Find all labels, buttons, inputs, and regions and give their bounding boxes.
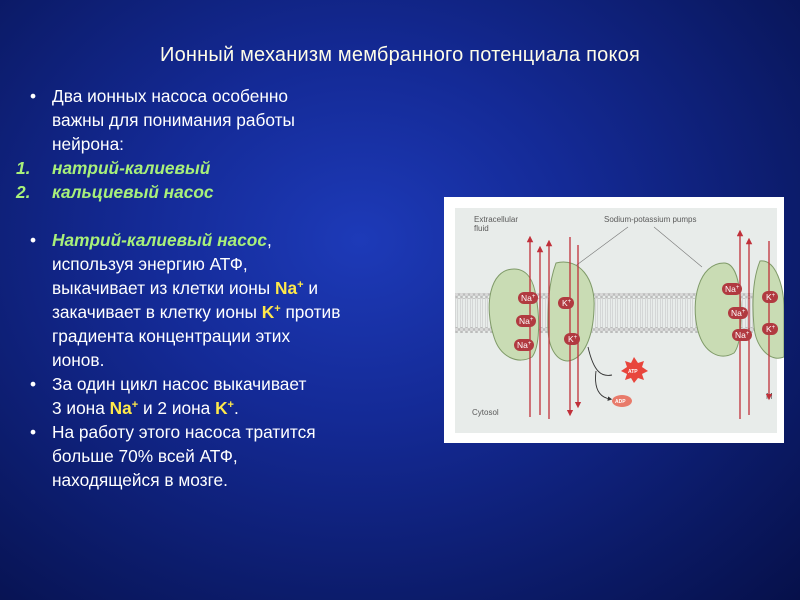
potassium-badge: K+: [766, 292, 776, 302]
sodium-ion-label: Na+: [109, 398, 139, 418]
cycle-bullet: [28, 372, 438, 420]
sodium-badge: Na+: [731, 308, 746, 318]
sodium-badge: Na+: [725, 284, 740, 294]
bullet-marker: •: [30, 86, 37, 106]
pump-description-bullet: [28, 228, 438, 372]
sodium-ion-label: Na+: [275, 278, 304, 298]
atp-label: ATP: [628, 369, 638, 375]
intro-bullet: [28, 84, 438, 156]
pump-diagram: [444, 197, 784, 443]
numbered-item-1: [16, 156, 438, 180]
para1-line-5: градиента концентрации этих: [52, 326, 291, 346]
para1-line-1: Натрий-калиевый насос,: [52, 230, 272, 250]
atp-usage-bullet: [28, 420, 438, 492]
sodium-badge: Na+: [735, 330, 750, 340]
bullet-marker: •: [30, 230, 37, 250]
slide-body: [16, 84, 438, 492]
para2-line-1: За один цикл насос выкачивает: [52, 374, 307, 394]
numbered-item-text: натрий-калиевый: [52, 158, 211, 178]
bullet-marker: •: [30, 422, 37, 442]
pumps-label: Sodium-potassium pumps: [604, 215, 697, 224]
intro-line-3: нейрона:: [52, 134, 124, 154]
potassium-badge: K+: [568, 334, 578, 344]
para1-line-6: ионов.: [52, 350, 105, 370]
potassium-badge: K+: [766, 324, 776, 334]
sodium-badge: Na+: [521, 293, 536, 303]
sodium-badge: Na+: [517, 340, 532, 350]
sodium-potassium-pump-figure: [444, 197, 784, 443]
potassium-ion-label: K+: [261, 302, 281, 322]
para3-line-3: находящейся в мозге.: [52, 470, 228, 490]
potassium-ion-label: K+: [215, 398, 234, 418]
para3-line-1: На работу этого насоса тратится: [52, 422, 316, 442]
potassium-badge: K+: [562, 298, 572, 308]
para1-line-3: выкачивает из клетки ионы Na+ и: [52, 278, 318, 298]
number-marker: 1.: [16, 158, 31, 178]
numbered-item-text: кальциевый насос: [52, 182, 214, 202]
intro-line-1: Два ионных насоса особенно: [52, 86, 289, 106]
para1-line-4: закачивает в клетку ионы K+ против: [52, 302, 341, 322]
para2-line-2: 3 иона Na+ и 2 иона K+.: [52, 398, 239, 418]
extracellular-label-1: Extracellular: [474, 215, 519, 224]
slide-title: Ионный механизм мембранного потенциала покоя: [160, 44, 640, 66]
numbered-item-2: [16, 180, 438, 204]
edge-label: M: [766, 392, 773, 401]
adp-label: ADP: [615, 399, 626, 405]
intro-line-2: важны для понимания работы: [52, 110, 295, 130]
para1-line-2: используя энергию АТФ,: [52, 254, 248, 274]
number-marker: 2.: [16, 182, 31, 202]
pump-name-highlight: Натрий-калиевый насос: [52, 230, 267, 250]
sodium-badge: Na+: [519, 316, 534, 326]
cytosol-label: Cytosol: [472, 408, 499, 417]
para3-line-2: больше 70% всей АТФ,: [52, 446, 238, 466]
bullet-marker: •: [30, 374, 37, 394]
extracellular-label-2: fluid: [474, 224, 489, 233]
